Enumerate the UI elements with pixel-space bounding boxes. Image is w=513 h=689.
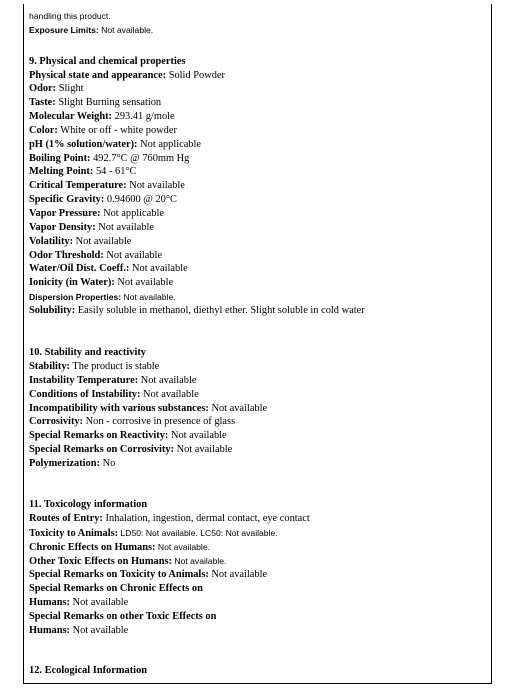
property-row [29,125,177,137]
property-label: Conditions of Instability: [29,388,141,400]
property-label: Water/Oil Dist. Coeff.: [29,263,130,275]
property-label: Volatility: [29,235,74,247]
property-label: Specific Gravity: [29,194,105,206]
property-label: Instability Temperature: [29,374,139,386]
other-toxic-effects-label: Other Toxic Effects on Humans: [29,556,172,567]
exposure-limits-line [29,24,153,36]
property-row [29,194,177,206]
property-row [29,166,136,178]
remarks-chronic-line-a [29,583,203,595]
routes-of-entry-label: Routes of Entry: [29,513,103,524]
property-row [29,83,84,95]
property-value: Non - corrosive in presence of glass [83,416,236,428]
property-value: Not available [73,235,132,247]
property-value: Not available [173,444,233,456]
property-value: Not available. [121,292,176,303]
property-value: Not available [138,374,197,386]
property-label: Vapor Density: [29,221,96,233]
property-row [29,139,201,151]
property-label: Stability: [29,361,70,372]
property-label: Odor Threshold: [29,249,104,261]
property-label: Physical state and appearance: [29,69,167,81]
remarks-toxicity-line [29,569,267,581]
property-value: 293.41 g/mole [112,111,175,123]
remarks-chronic-label-b: Humans: [29,597,70,608]
remarks-chronic-value: Not available [70,597,129,608]
intro-text: handling this product. [29,11,111,21]
remarks-chronic-line-b [29,597,128,609]
property-label: Melting Point: [29,166,94,178]
remarks-toxicity-label: Special Remarks on Toxicity to Animals: [29,569,209,580]
intro-line [29,10,111,22]
property-value: Not available [129,263,188,275]
property-label: Odor: [29,83,57,95]
property-value: White or off - white powder [57,124,177,136]
property-value: Not applicable [100,208,164,219]
property-value: 0.94600 @ 20°C [104,194,177,206]
remarks-chronic-label-a: Special Remarks on Chronic Effects on [29,583,203,594]
chronic-effects-value: Not available. [155,542,210,552]
property-row [29,305,365,317]
property-value: Slight [56,83,84,95]
toxicity-to-animals-line [29,527,278,540]
property-label: pH (1% solution/water): [29,138,138,150]
property-label: Boiling Point: [29,152,91,164]
other-toxic-effects-line [29,555,226,568]
toxicity-to-animals-label: Toxicity to Animals: [29,528,119,539]
chronic-effects-label: Chronic Effects on Humans: [29,542,156,553]
property-row [29,236,131,248]
property-row [29,70,225,82]
remarks-other-line-a [29,611,216,623]
section-12-title: 12. Ecological Information [29,665,148,676]
property-row [29,389,199,401]
section-10-title: 10. Stability and reactivity [29,347,146,358]
property-row [29,263,188,275]
exposure-limits-label: Exposure Limits: [29,25,99,35]
property-value: The product is stable [70,361,160,372]
property-row [29,97,161,109]
property-value: Easily soluble in methanol, diethyl ether. Slight soluble in cold water [75,304,365,316]
routes-of-entry-value: Inhalation, ingestion, dermal contact, eye contact [102,513,310,524]
property-label: Special Remarks on Corrosivity: [29,444,174,456]
toxicity-to-animals-value: LD50: Not available. LC50: Not available. [118,528,278,538]
property-label: Incompatibility with various substances: [29,402,209,414]
property-label: Polymerization: [29,457,100,469]
property-label: Corrosivity: [29,416,84,428]
property-label: Special Remarks on Reactivity: [29,430,169,442]
property-value: Not applicable [137,138,202,150]
property-label: Critical Temperature: [29,180,127,192]
property-row [29,361,159,373]
property-row [29,375,196,387]
remarks-other-line-b [29,625,128,637]
property-label: Solubility: [29,304,76,316]
property-value: 54 - 61°C [93,166,137,178]
property-value: Not available [208,402,268,414]
property-value: 492.7°C @ 760mm Hg [90,152,190,164]
property-label: Ionicity (in Water): [29,277,115,289]
property-value: Not available [140,388,199,400]
other-toxic-effects-value: Not available. [171,556,227,566]
property-row [29,444,232,456]
property-value: Solid Powder [166,69,225,81]
property-label: Taste: [29,97,56,109]
property-row [29,208,164,220]
chronic-effects-line [29,541,210,554]
property-label: Molecular Weight: [29,111,113,123]
property-row [29,458,115,470]
property-value: Not available [95,221,154,233]
property-row [29,416,235,428]
property-row [29,430,227,442]
property-row [29,153,189,165]
section-11-title: 11. Toxicology information [29,499,148,510]
property-label: Color: [29,124,58,136]
property-label: Vapor Pressure: [29,208,101,219]
property-row [29,291,176,304]
property-row [29,222,154,234]
remarks-toxicity-value: Not available [208,569,268,580]
property-row [29,250,162,262]
section-9-title: 9. Physical and chemical properties [29,56,186,67]
property-value: No [99,457,116,469]
routes-of-entry-line [29,513,310,525]
exposure-limits-value: Not available. [98,25,154,35]
property-value: Not available [126,180,185,192]
property-label: Dispersion Properties: [29,292,122,303]
remarks-other-label-b: Humans: [29,625,70,636]
property-row [29,403,267,415]
property-row [29,180,185,192]
remarks-other-label-a: Special Remarks on other Toxic Effects on [29,611,217,622]
property-value: Not available [103,249,163,261]
property-value: Slight Burning sensation [55,97,162,109]
property-value: Not available [114,277,174,289]
property-row [29,277,173,289]
remarks-other-value: Not available [70,625,129,636]
property-value: Not available [168,430,227,442]
property-row [29,111,175,123]
